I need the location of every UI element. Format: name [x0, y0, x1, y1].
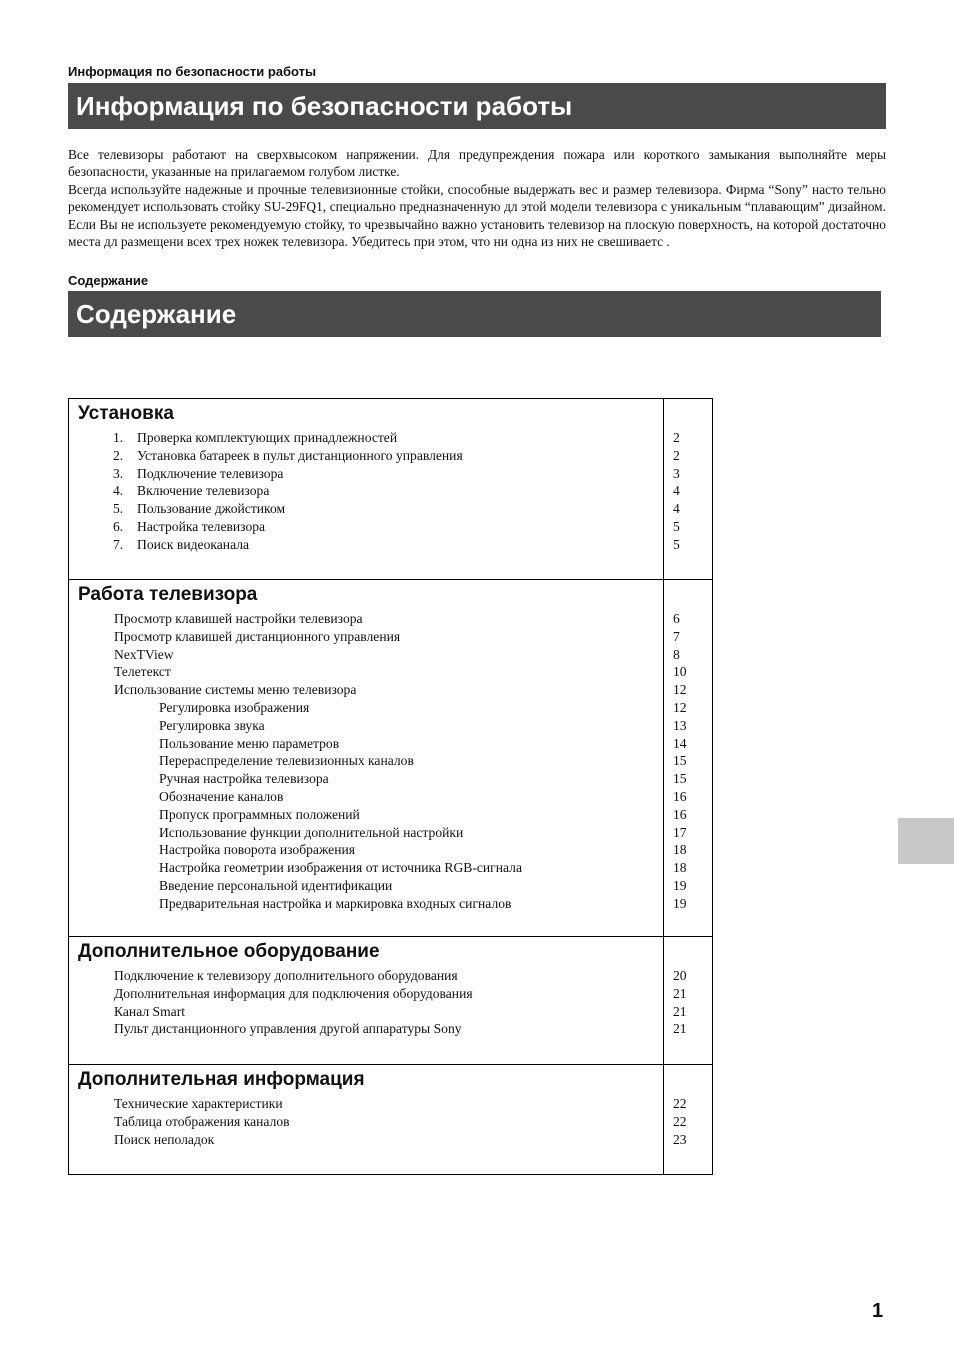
toc-entry-label: Установка батареек в пульт дистанционного управления	[137, 447, 463, 463]
toc-entry-label: NexTView	[114, 646, 174, 662]
toc-entry-label: Подключение к телевизору дополнительного оборудования	[114, 968, 458, 983]
toc-entry-label: Подключение телевизора	[137, 465, 284, 481]
toc-entry[interactable]	[69, 429, 712, 447]
toc-entry-label: Просмотр клавишей настройки телевизора	[114, 611, 363, 626]
toc-entry-page: 10	[673, 664, 687, 680]
toc-entry-label: Пропуск программных положений	[159, 806, 360, 822]
toc-entry-page: 22	[673, 1113, 687, 1129]
toc-entry-label: Настройка телевизора	[137, 519, 266, 534]
toc-entry-page: 3	[673, 465, 680, 481]
toc-entry-number: 6.	[113, 519, 124, 534]
toc-entry-label: Пользование джойстиком	[137, 501, 286, 517]
toc-entry-label: Пульт дистанционного управления другой аппаратуры Sony	[114, 1021, 462, 1037]
toc-section	[69, 1064, 712, 1175]
toc-entry[interactable]	[69, 482, 712, 500]
toc-entry-label: Регулировка изображения	[159, 700, 310, 715]
toc-entry[interactable]	[69, 518, 712, 536]
toc-entry-number: 5.	[113, 501, 124, 517]
toc-entry-label: Пользование меню параметров	[159, 735, 340, 751]
toc-entry-page: 21	[673, 985, 687, 1001]
toc-entry-page: 14	[673, 735, 687, 751]
toc-entry[interactable]	[69, 536, 712, 554]
toc-entry-label: Ручная настройка телевизора	[159, 771, 329, 787]
toc-section	[69, 579, 712, 937]
toc-entry[interactable]	[69, 895, 712, 913]
toc-entry-number: 2.	[113, 447, 124, 463]
toc-entry[interactable]	[69, 628, 712, 646]
toc-entry[interactable]	[69, 824, 712, 842]
safety-banner: Информация по безопасности работы	[68, 83, 886, 129]
toc-entry-page: 23	[673, 1131, 687, 1147]
toc-entry-number: 4.	[113, 483, 124, 499]
toc-entry[interactable]	[69, 465, 712, 483]
toc-entry[interactable]	[69, 752, 712, 770]
toc-entry-label: Обозначение каналов	[159, 789, 284, 804]
toc-entry[interactable]	[69, 1020, 712, 1038]
toc-entry-number: 7.	[113, 536, 124, 552]
toc-entry-page: 4	[673, 501, 680, 517]
toc-entry-label: Технические характеристики	[114, 1096, 283, 1111]
toc-entry-label: Поиск неполадок	[114, 1131, 215, 1147]
safety-text	[68, 146, 886, 250]
toc-entry-page: 21	[673, 1021, 687, 1037]
toc-section-title: Работа телевизора	[78, 584, 258, 605]
toc-entry-label: Включение телевизора	[137, 483, 270, 499]
toc-entry-label: Таблица отображения каналов	[114, 1113, 290, 1129]
toc-entry-page: 21	[673, 1003, 687, 1019]
safety-small-heading: Информация по безопасности работы	[68, 64, 317, 79]
page-number: 1	[872, 1300, 884, 1322]
toc-entry[interactable]	[69, 985, 712, 1003]
toc-entry[interactable]	[69, 1131, 712, 1149]
toc-entry-label: Поиск видеоканала	[137, 536, 250, 552]
toc-entry[interactable]	[69, 663, 712, 681]
toc-entry[interactable]	[69, 1095, 712, 1113]
toc-entry[interactable]	[69, 877, 712, 895]
toc-entry-page: 16	[673, 789, 687, 804]
toc-entry-page: 5	[673, 536, 680, 552]
toc-entry-label: Телетекст	[114, 664, 171, 680]
toc-entry-page: 12	[673, 682, 687, 698]
toc-entry-page: 18	[673, 842, 687, 858]
toc-entry[interactable]	[69, 735, 712, 753]
toc-entry-page: 16	[673, 806, 687, 822]
toc-entry-page: 7	[673, 628, 680, 644]
toc-entry-label: Просмотр клавишей дистанционного управления	[114, 628, 401, 644]
toc-entry[interactable]	[69, 841, 712, 859]
safety-paragraph-1: Все телевизоры работают на сверхвысоком напряжении. Для предупреждения пожара или короткого замыкания выполняйте меры безопасности, указанные на прилагаемом голубом листке.	[68, 147, 886, 180]
toc-entry-page: 8	[673, 646, 680, 662]
toc-section-title: Установка	[78, 403, 174, 424]
toc-entry[interactable]	[69, 967, 712, 985]
toc-entry-page: 19	[673, 895, 687, 911]
toc-entry[interactable]	[69, 770, 712, 788]
safety-paragraph-2: Всегда используйте надежные и прочные телевизионные стойки, способные выдержать вес и размер телевизора. Фирма “Sony” насто тельно рекомендует использовать стойку SU-29FQ1, специально предназначенную дл этой модели телевизора с уникальным “плавающим” дизайном. Если Вы не используете рекомендуемую стойку, то чрезвычайно важно установить телевизор на плоскую поверхность, на которой достаточно места дл размещени всех трех ножек телевизора. Убедитесь при этом, что ни одна из них не свешиваетс .	[68, 181, 886, 250]
toc-section-title: Дополнительное оборудование	[78, 941, 380, 962]
toc-entry-page: 20	[673, 968, 687, 983]
toc-entry-label: Канал Smart	[114, 1003, 186, 1019]
toc-entry-page: 22	[673, 1096, 687, 1111]
toc-entry-label: Проверка комплектующих принадлежностей	[137, 430, 398, 445]
toc-entry[interactable]	[69, 646, 712, 664]
toc-entry-label: Регулировка звука	[159, 717, 265, 733]
toc-section	[69, 399, 712, 579]
toc-entry-page: 19	[673, 878, 687, 893]
toc-entry-label: Настройка геометрии изображения от источника RGB-сигнала	[159, 860, 522, 876]
contents-banner: Содержание	[68, 291, 881, 337]
toc-entry[interactable]	[69, 500, 712, 518]
toc-entry-label: Использование функции дополнительной настройки	[159, 824, 464, 840]
toc-entry[interactable]	[69, 806, 712, 824]
toc-entry-page: 17	[673, 824, 687, 840]
toc-entry-label: Настройка поворота изображения	[159, 842, 355, 858]
toc-entry-page: 12	[673, 700, 687, 715]
toc-entry[interactable]	[69, 447, 712, 465]
toc-entry[interactable]	[69, 699, 712, 717]
toc-entry-page: 5	[673, 519, 680, 534]
toc-entry-page: 15	[673, 771, 687, 787]
toc-section-title: Дополнительная информация	[78, 1069, 365, 1090]
toc-entry-label: Использование системы меню телевизора	[114, 682, 357, 698]
toc-entry[interactable]	[69, 1113, 712, 1131]
toc-entry-number: 1.	[113, 430, 124, 445]
section-tab-marker	[898, 818, 954, 864]
toc-entry-page: 13	[673, 717, 687, 733]
toc-entry[interactable]	[69, 788, 712, 806]
toc-entry-label: Предварительная настройка и маркировка входных сигналов	[159, 895, 512, 911]
toc-entry-page: 4	[673, 483, 680, 499]
toc-entry[interactable]	[69, 1003, 712, 1021]
toc-entry-page: 18	[673, 860, 687, 876]
toc-entry-page: 15	[673, 753, 687, 769]
toc-entry[interactable]	[69, 610, 712, 628]
toc-entry-page: 2	[673, 447, 680, 463]
toc-entry-page: 2	[673, 430, 680, 445]
toc-entry[interactable]	[69, 859, 712, 877]
toc-entry-label: Дополнительная информация для подключения оборудования	[114, 985, 473, 1001]
toc-entry-number: 3.	[113, 465, 124, 481]
contents-small-heading: Содержание	[68, 273, 149, 288]
table-of-contents	[68, 398, 713, 1175]
toc-entry[interactable]	[69, 681, 712, 699]
toc-entry-label: Перераспределение телевизионных каналов	[159, 753, 414, 769]
toc-entry-label: Введение персональной идентификации	[159, 878, 393, 893]
toc-entry[interactable]	[69, 717, 712, 735]
toc-entry-page: 6	[673, 611, 680, 626]
toc-section	[69, 936, 712, 1065]
